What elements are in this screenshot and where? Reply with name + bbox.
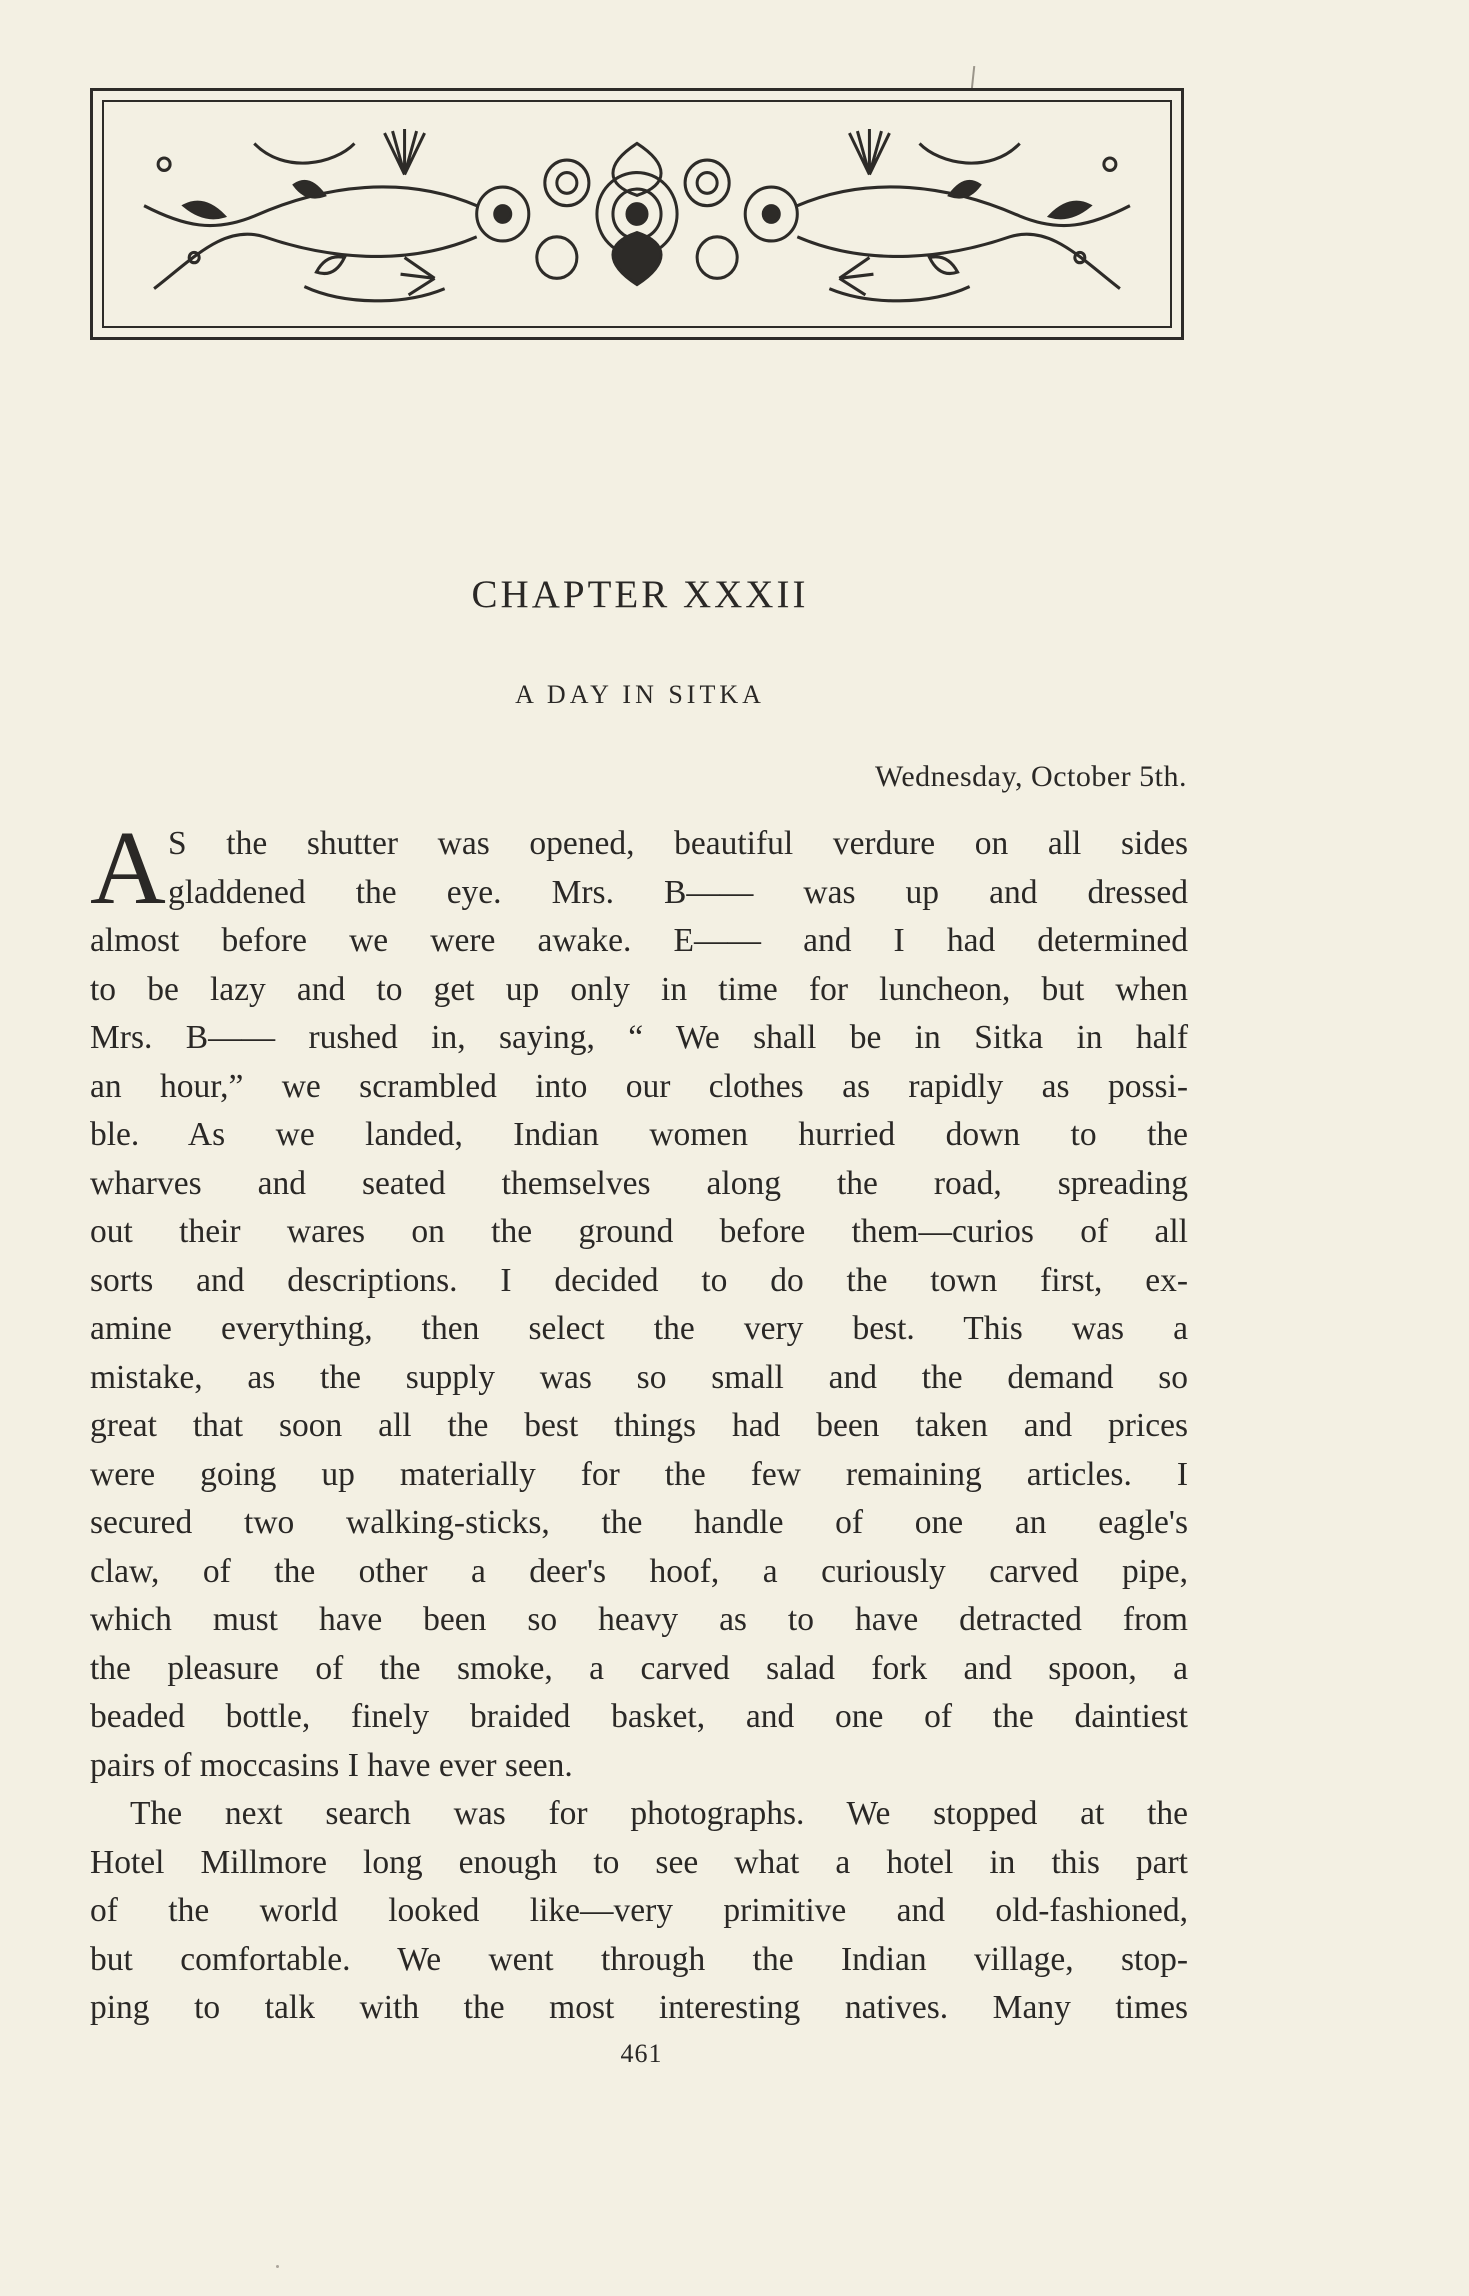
text-line: to be lazy and to get up only in time for luncheon, but when bbox=[90, 970, 1188, 1008]
text-line: gladdened the eye. Mrs. B—— was up and dressed bbox=[168, 873, 1188, 911]
chapter-subtitle: A DAY IN SITKA bbox=[515, 680, 765, 709]
text-line: Hotel Millmore long enough to see what a hotel in this part bbox=[90, 1843, 1188, 1881]
stray-mark bbox=[971, 66, 975, 90]
text-line: secured two walking-sticks, the handle of one an eagle's bbox=[90, 1504, 1188, 1541]
text-line: ble. As we landed, Indian women hurried down to the bbox=[90, 1116, 1188, 1153]
text-line: S the shutter was opened, beautiful verdure on all sides bbox=[168, 825, 1188, 862]
text-line: ping to talk with the most interesting natives. Many times bbox=[90, 1989, 1188, 2026]
text-line: which must have been so heavy as to have detracted from bbox=[90, 1601, 1188, 1638]
headpiece-inner-frame bbox=[102, 100, 1172, 328]
text-line: amine everything, then select the very best. This was a bbox=[90, 1310, 1188, 1347]
body-text bbox=[90, 809, 1188, 2033]
text-line: mistake, as the supply was so small and the demand so bbox=[90, 1358, 1188, 1396]
floral-headpiece-icon bbox=[104, 102, 1170, 326]
chapter-title: CHAPTER XXXII bbox=[471, 573, 809, 616]
text-line: wharves and seated themselves along the road, spreading bbox=[90, 1164, 1188, 1202]
dateline: Wednesday, October 5th. bbox=[874, 760, 1187, 793]
text-line: claw, of the other a deer's hoof, a curiously carved pipe, bbox=[90, 1552, 1188, 1590]
text-line: of the world looked like—very primitive and old-fashioned, bbox=[90, 1892, 1188, 1929]
text-line: pairs of moccasins I have ever seen. bbox=[90, 1746, 573, 1784]
paper-speck bbox=[276, 2265, 279, 2268]
text-line: great that soon all the best things had been taken and prices bbox=[90, 1407, 1188, 1444]
text-line: The next search was for photographs. We stopped at the bbox=[130, 1795, 1188, 1832]
text-line: sorts and descriptions. I decided to do the town first, ex- bbox=[90, 1261, 1188, 1299]
text-line: out their wares on the ground before them—curios of all bbox=[90, 1213, 1188, 1250]
page-number: 461 bbox=[620, 2039, 663, 2068]
decorative-headpiece bbox=[90, 88, 1184, 340]
text-line: were going up materially for the few remaining articles. I bbox=[90, 1455, 1188, 1493]
text-line: beaded bottle, finely braided basket, and one of the daintiest bbox=[90, 1698, 1188, 1735]
text-line: an hour,” we scrambled into our clothes as rapidly as possi- bbox=[90, 1067, 1188, 1105]
text-line: Mrs. B—— rushed in, saying, “ We shall be in Sitka in half bbox=[90, 1019, 1188, 1056]
drop-cap: A bbox=[90, 809, 166, 926]
text-line: but comfortable. We went through the Indian village, stop- bbox=[90, 1940, 1188, 1978]
text-line: the pleasure of the smoke, a carved salad fork and spoon, a bbox=[90, 1649, 1188, 1687]
text-line: almost before we were awake. E—— and I had determined bbox=[90, 922, 1188, 959]
